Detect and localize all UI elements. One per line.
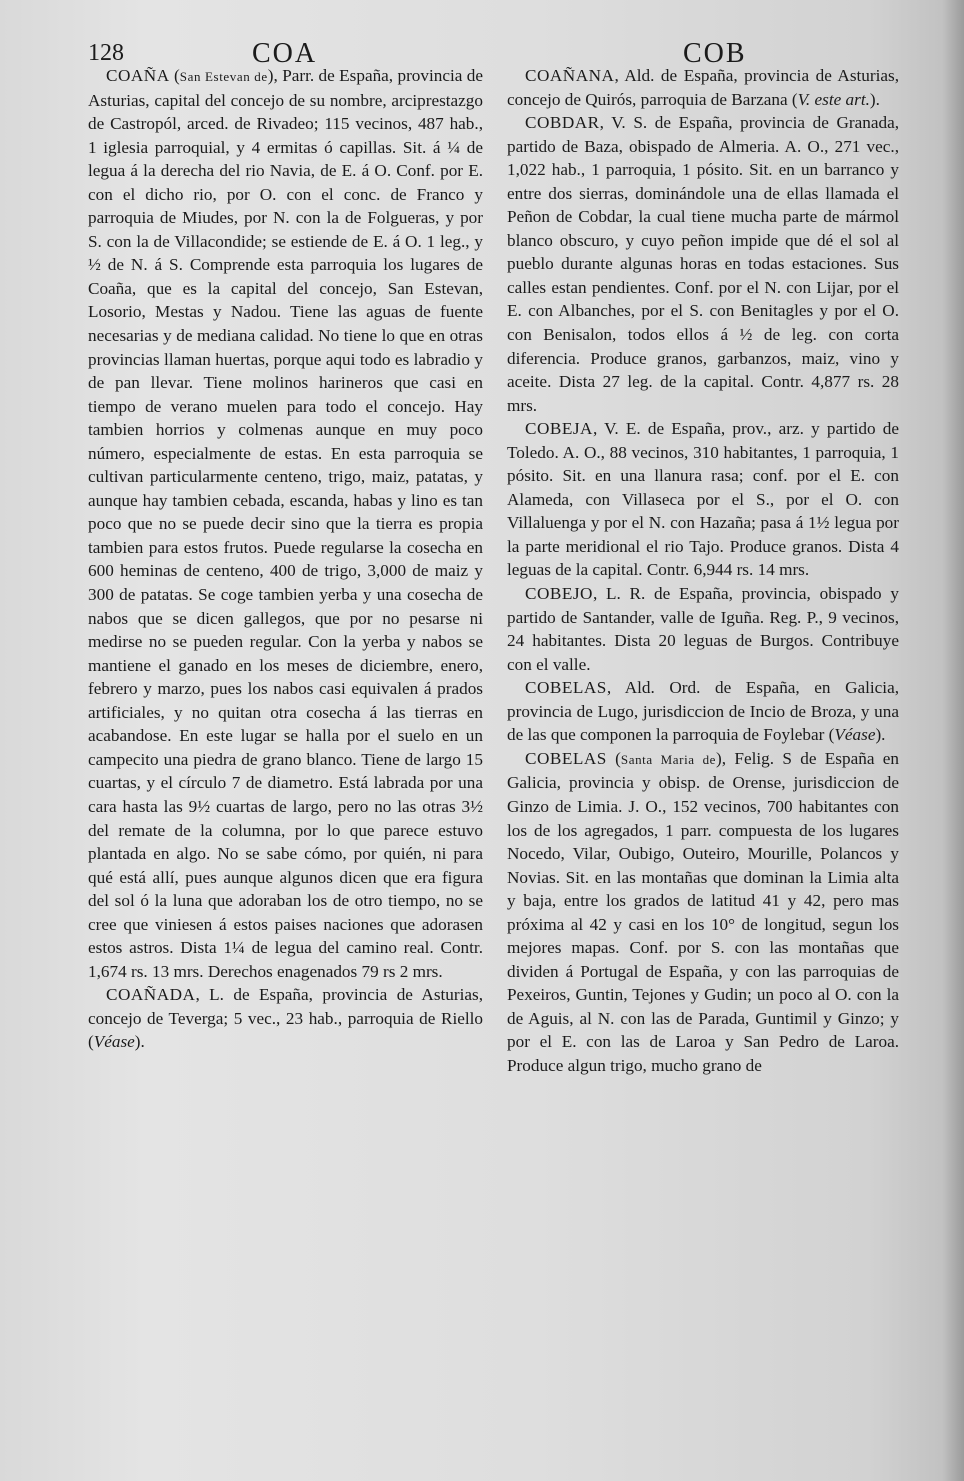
- entry-qualifier: Santa Maria de: [620, 751, 717, 767]
- right-column: [507, 64, 899, 1078]
- entry-text: , Ald. de España, provincia de Asturias, concejo de Quirós, parroquia de Barzana (: [507, 66, 899, 109]
- entry-text: , L. de España, provincia de Asturias, concejo de Teverga; 5 vec., 23 hab., parroquia de Riello (: [88, 985, 483, 1052]
- entry-coanada: [88, 983, 483, 1054]
- entry-text: Parr. de España, provincia de Asturias, capital del concejo de su nombre, arciprestazgo de Castropól, arced. de Rivadeo; 115 vecinos, 487 hab., 1 iglesia parroquial, y 4 ermitas ó capillas. Sit. á ¼ de legua á la derecha del rio Navia, de E. á O. Conf. por E. con el dicho rio, por O. con el conc. de Franco y parroquia de Miudes, por N. con la de Folgueras, y por S. con la de Villacondide; se estiende de E. á O. 1 leg., y ½ de N. á S. Comprende esta parroquia los lugares de Coaña, que es la capital del concejo, San Estevan, Losorio, Mestas y Nadou. Tiene las aguas de fuente necesarias y de mediana calidad. No tiene lo que en otras provincias llaman huertas, porque aqui todo es labradio y de pan llevar. Tiene molinos harineros que casi en tiempo de verano muelen para todo el concejo. Hay tambien horrios y colmenas aunque en muy poco número, especialmente de estas. En esta parroquia se cultivan particularmente centeno, trigo, maiz, patatas, y aunque hay tambien cebada, escanda, habas y lino es tan poco que no se puede decir sino que la tierra es propia tambien para estos frutos. Puede regularse la cosecha en 600 heminas de centeno, 400 de trigo, 3,000 de maiz y 300 de patatas. Se coge tambien yerba y una cosecha de nabos que se dicen gallegos, que por no pesarse ni medirse no se pueden regular. Con la yerba y nabos se mantiene el ganado en los meses de diciembre, enero, febrero y marzo, pues los nabos casi equivalen á prados artificiales, y no quitan otra cosecha á las tierras en acabandose. En este lugar se halla por el suelo en un campecito una piedra de grano blanco. Tiene de largo 15 cuartas, y el círculo 7 de diametro. Está labrada por una cara hasta las 9½ cuartas de largo, pero no las otras 3½ del remate de la columna, por lo que parece estuvo plantada en algo. No se sabe cómo, por quién, ni para qué está allí, pues aunque algunos dicen que era figura del sol ó la luna que adoraban los de otro tiempo, no se cree que viniesen á estos paises naciones que adorasen estos astros. Dista 1¼ de legua del camino real. Contr. 1,674 rs. 13 mrs. Derechos enagenados 79 rs 2 mrs.: [88, 66, 484, 981]
- entry-tail: ).: [869, 89, 880, 109]
- entry-crossref: Véase: [93, 1032, 135, 1052]
- entry-cobelas-ald: [507, 676, 899, 747]
- entry-headword: COBELAS: [525, 748, 607, 768]
- page-edge-shadow: [942, 0, 964, 1481]
- entry-headword: COBELAS: [525, 678, 607, 698]
- entry-cobeja: [507, 417, 899, 582]
- entry-headword: COBDAR: [525, 113, 600, 133]
- qualifier-open: (: [606, 748, 621, 768]
- entry-headword: COAÑA: [106, 66, 170, 85]
- page-number: 128: [88, 40, 124, 66]
- entry-text: , V. S. de España, provincia de Granada, partido de Baza, obispado de Almeria. A. O., 271 vec., 1,022 hab., 1 parroquia, 1 pósito. Sit. en un barranco y entre dos sierras, dominándole una de ellas llamada el Peñon de Cobdar, la cual tiene mucha parte de mármol blanco obscuro, y cuyo peñon impide que dé el sol al pueblo durante algunas horas en todas estaciones. Sus calles estan pendientes. Conf. por el N. con Lijar, por el E. con Albanches, por el S. con Benitagles y por el O. con Benisalon, todos ellos á ½ de leg. con corta diferencia. Produce granos, garbanzos, maiz, vino y aceite. Dista 27 leg. de la capital. Contr. 4,877 rs. 28 mrs.: [507, 113, 899, 415]
- entry-cobdar: [507, 111, 899, 417]
- entry-headword: COBEJA: [525, 419, 593, 439]
- entry-headword: COAÑADA: [106, 985, 196, 1005]
- entry-tail: ).: [875, 725, 886, 745]
- entry-qualifier: San Estevan de: [179, 69, 268, 84]
- left-column: [88, 64, 483, 1054]
- entry-text: , L. R. de España, provincia, obispado y partido de Santander, valle de Iguña. Reg. P., 9 vecinos, 24 habitantes. Dista 20 leguas de Burgos. Contribuye con el valle.: [507, 584, 899, 674]
- right-running-head: COB: [683, 38, 747, 69]
- entry-text: Felig. S de España en Galicia, provincia y obisp. de Orense, jurisdiccion de Ginzo de Limia. J. O., 152 vecinos, 700 habitantes con los de los agregados, 1 parr. compuesta de los lugares Nocedo, Vilar, Oubigo, Outeiro, Mourille, Polancos y Novias. Sit. en las montañas que dominan la Limia alta y baja, entre los grados de latitud 41 y 42, pero mas próxima al 42 y casi en los 10° de longitud, segun los mejores mapas. Conf. por S. con las montañas que dividen á Portugal de España, y con las parroquias de Pexeiros, Guntin, Tejones y Gudin; un poco al O. con la de Aguis, al N. con las de Parada, Guntimil y Ginzo; y por el E. con las de Laroa y San Pedro de Laroa. Produce algun trigo, mucho grano de: [507, 748, 899, 1075]
- entry-crossref: Véase: [834, 725, 876, 745]
- entry-crossref: V. este art.: [797, 89, 870, 109]
- entry-cobelas-felig: [507, 747, 899, 1078]
- entry-tail: ).: [134, 1032, 145, 1052]
- qualifier-open: (: [169, 66, 180, 85]
- entry-coanana: [507, 64, 899, 111]
- entry-headword: COAÑANA: [525, 66, 615, 85]
- entry-headword: COBEJO: [525, 584, 593, 604]
- entry-cobejo: [507, 582, 899, 676]
- entry-coana: [88, 64, 483, 983]
- qualifier-close: ),: [716, 748, 735, 768]
- entry-text: , V. E. de España, prov., arz. y partido de Toledo. A. O., 88 vecinos, 310 habitantes, 1 parroquia, 1 pósito. Sit. en una llanura rasa; conf. por el E. con Alameda, con Villaseca por el S., por el O. con Villaluenga y por el N. con Hazaña; pasa á 1½ legua por la parte meridional el rio Tajo. Produce granos. Dista 4 leguas de la capital. Contr. 6,944 rs. 14 mrs.: [507, 419, 899, 580]
- entry-text: , Ald. Ord. de España, en Galicia, provincia de Lugo, jurisdiccion de Incio de Broza, y una de las que componen la parroquia de Foylebar (: [507, 678, 899, 745]
- qualifier-close: ),: [267, 66, 283, 85]
- left-running-head: COA: [252, 38, 318, 69]
